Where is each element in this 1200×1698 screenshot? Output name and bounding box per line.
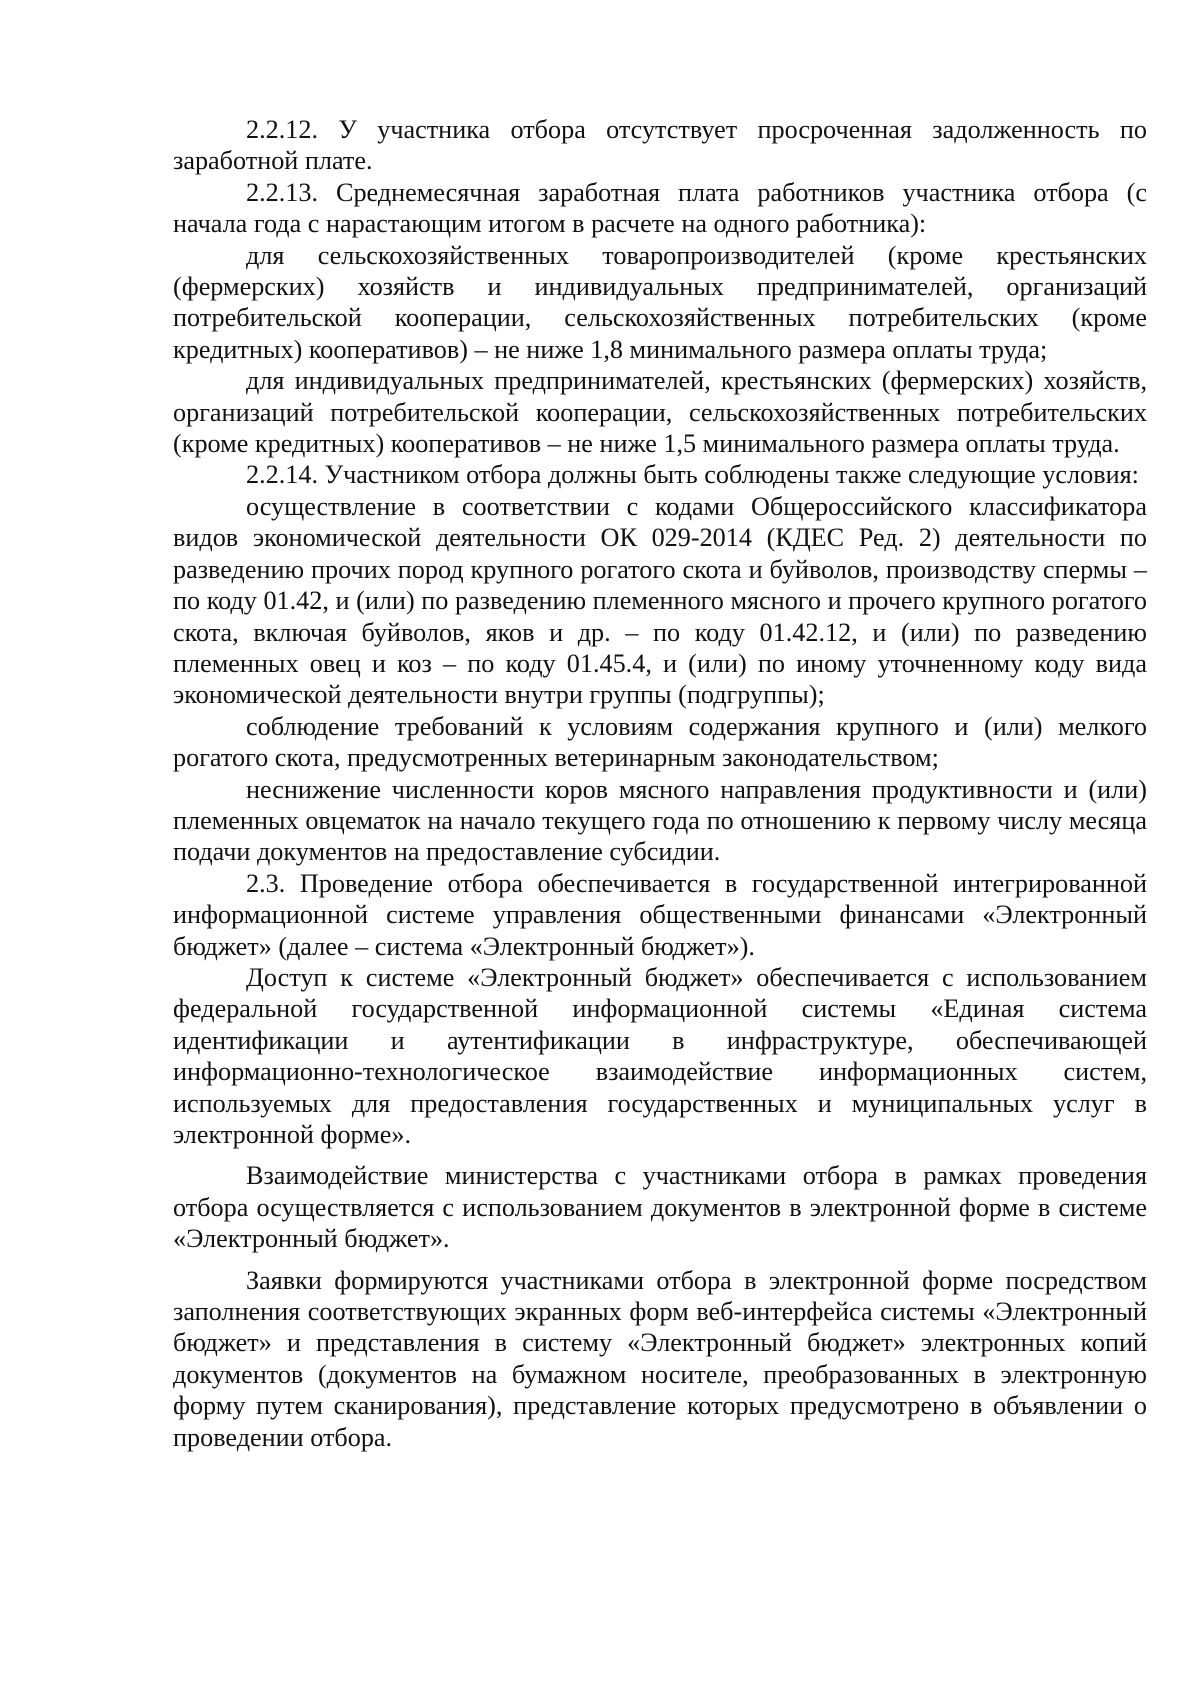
paragraph-livestock-requirements: соблюдение требований к условиям содержания крупного и (или) мелкого рогатого скота, предусмотренных ветеринарным законодательством; [173,711,1147,773]
paragraph-gap [173,1150,1147,1160]
paragraph-2-2-12: 2.2.12. У участника отбора отсутствует просроченная задолженность по заработной плате. [173,115,1147,176]
document-body [173,114,1147,1453]
paragraph-2-2-14: 2.2.14. Участником отбора должны быть соблюдены также следующие условия: [246,460,1139,490]
paragraph-system-access: Доступ к системе «Электронный бюджет» обеспечивается с использованием федеральной государственной информационной системы «Единая система идентификации и аутентификации в инфраструктуре, обеспечивающей информационно-технологическое взаимодействие информационных систем, используемых для предоставления государственных и муниципальных услуг в электронной форме». [173,962,1147,1149]
paragraph-activity-codes: осуществление в соответствии с кодами Общероссийского классификатора видов экономической деятельности ОК 029-2014 (КДЕС Ред. 2) деятельности по разведению прочих пород крупного рогатого скота и буйволов, производству спермы – по коду 01.42, и (или) по разведению племенного мясного и прочего крупного рогатого скота, включая буйволов, яков и др. – по коду 01.42.12, и (или) по разведению племенных овец и коз – по коду 01.45.4, и (или) по иному уточненному коду вида экономической деятельности внутри группы (подгруппы); [173,491,1147,710]
paragraph-2-2-13: 2.2.13. Среднемесячная заработная плата работников участника отбора (с начала года с нарастающим итогом в расчете на одного работника): [173,177,1147,239]
paragraph-agricultural-producers: для сельскохозяйственных товаропроизводителей (кроме крестьянских (фермерских) хозяйств и индивидуальных предпринимателей, организаций потребительской кооперации, сельскохозяйственных потребительских (кроме кредитных) кооперативов) – не ниже 1,8 минимального размера оплаты труда; [173,240,1147,364]
paragraph-individual-entrepreneurs: для индивидуальных предпринимателей, крестьянских (фермерских) хозяйств, организаций потребительской кооперации, сельскохозяйственных потребительских (кроме кредитных) кооперативов – не ниже 1,5 минимального размера оплаты труда. [173,366,1147,459]
paragraph-2-3: 2.3. Проведение отбора обеспечивается в государственной интегрированной информационной системе управления общественными финансами «Электронный бюджет» (далее – система «Электронный бюджет»). [173,868,1147,961]
paragraph-gap [173,1255,1147,1265]
paragraph-applications: Заявки формируются участниками отбора в электронной форме посредством заполнения соответствующих экранных форм веб-интерфейса системы «Электронный бюджет» и представления в систему «Электронный бюджет» электронных копий документов (документов на бумажном носителе, преобразованных в электронную форму путем сканирования), представление которых предусмотрено в объявлении о проведении отбора. [173,1265,1147,1452]
paragraph-herd-size: неснижение численности коров мясного направления продуктивности и (или) племенных овцематок на начало текущего года по отношению к первому числу месяца подачи документов на предоставление субсидии. [173,774,1147,867]
paragraph-ministry-interaction: Взаимодействие министерства с участниками отбора в рамках проведения отбора осуществляется с использованием документов в электронной форме в системе «Электронный бюджет». [173,1161,1147,1254]
